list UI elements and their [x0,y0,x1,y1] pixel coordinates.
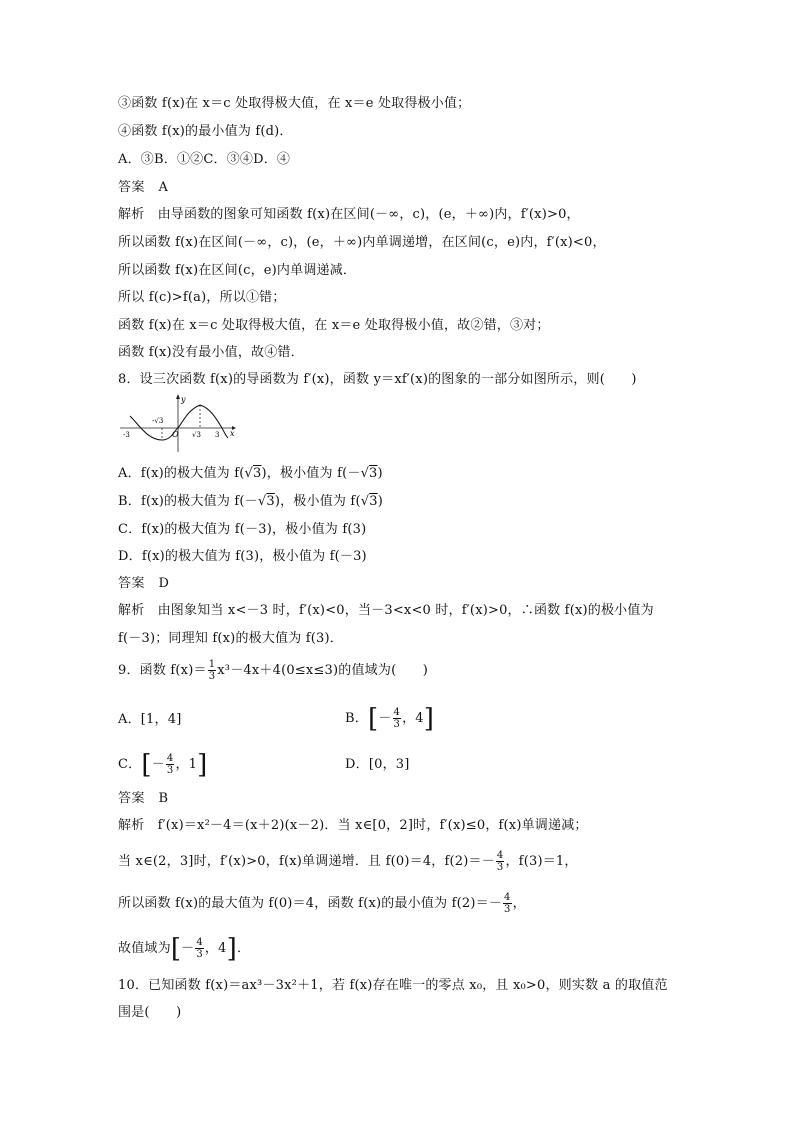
label-pos3: 3 [215,431,220,439]
question-8-stem: 8．设三次函数 f(x)的导函数为 f′(x)，函数 y＝xf′(x)的图象的一部分如图所示，则( ) [118,372,637,387]
analysis-q9-line4: 故值域为[－ $\frac{4}{3}$ ，4]． [118,933,251,964]
analysis-q7-line4: 所以 f(c)>f(a)，所以①错； [118,290,286,305]
fraction-one-third: $\frac{1}{3}$ [208,659,216,682]
y-axis-arrow [176,394,180,399]
analysis-q9-line2: 当 x∈(2，3]时，f′(x)>0，f(x)单调递增．且 f(0)＝4，f(2)＝－ $\frac{4}{3}$ ，f(3)＝1， [118,850,578,873]
curve [130,405,228,440]
analysis-q9-line1: 解析 f′(x)＝x²－4＝(x＋2)(x－2)．当 x∈[0，2]时，f′(x)≤0，f(x)单调递减； [118,818,588,833]
label-neg3: -3 [123,431,130,439]
q9-option-b: B．[－ $\frac{4}{3}$ ，4] [345,703,435,734]
question-10-stem-line1: 10．已知函数 f(x)＝ax³－3x²＋1，若 f(x)存在唯一的零点 x₀，且 x₀>0，则实数 a 的取值范 [118,978,668,993]
label-origin: O [172,430,179,439]
analysis-q7-line2: 所以函数 f(x)在区间(－∞，c)，(e，＋∞)内单调递增，在区间(c，e)内，f′(x)<0， [118,235,606,250]
analysis-q7-line6: 函数 f(x)没有最小值，故④错． [118,345,304,360]
analysis-q7-line3: 所以函数 f(x)在区间(c，e)内单调递减． [118,263,357,278]
analysis-q7-line1: 解析 由导函数的图象可知函数 f(x)在区间(－∞，c)，(e，＋∞)内，f′(x)>0， [118,207,580,222]
answer-q9: 答案 B [118,791,169,806]
statement-3: ③函数 f(x)在 x＝c 处取得极大值，在 x＝e 处取得极小值； [118,96,471,111]
q9-option-c: C．[－ $\frac{4}{3}$ ，1] [118,749,208,780]
q8-option-c: C．f(x)的极大值为 f(－3)，极小值为 f(3) [118,522,367,537]
q8-option-a: A．f(x)的极大值为 f(√3)，极小值为 f(－√3) [118,466,383,481]
q9-option-d: D．[0，3] [345,757,410,772]
statement-4: ④函数 f(x)的最小值为 f(d)． [118,124,293,139]
answer-q8: 答案 D [118,576,170,591]
label-x: x [230,429,235,438]
options-q7: A．③B．①②C．③④D．④ [118,152,291,167]
analysis-q8-line1: 解析 由图象知当 x<－3 时，f′(x)<0，当－3<x<0 时，f′(x)>0，∴函数 f(x)的极小值为 [118,603,654,618]
question-10-stem-line2: 围是( ) [118,1005,182,1020]
answer-q7: 答案 A [118,180,169,195]
q8-option-b: B．f(x)的极大值为 f(－√3)，极小值为 f(√3) [118,494,383,509]
analysis-q9-line3: 所以函数 f(x)的最大值为 f(0)＝4，函数 f(x)的最小值为 f(2)＝－ $\frac{4}{3}$ ， [118,892,526,915]
question-9-stem: 9．函数 f(x)＝ $\frac{1}{3}$ x³－4x＋4(0≤x≤3)的值域为( ) [118,659,429,682]
analysis-q8-line2: f(－3)；同理知 f(x)的极大值为 f(3)． [118,631,344,646]
label-neg-root3: -√3 [152,417,164,425]
label-root3: √3 [192,431,201,439]
q8-option-d: D．f(x)的极大值为 f(3)，极小值为 f(－3) [118,549,367,564]
analysis-q7-line5: 函数 f(x)在 x＝c 处取得极大值，在 x＝e 处取得极小值，故②错，③对； [118,318,550,333]
q9-option-a: A．[1，4] [118,712,182,727]
label-y: y [181,395,186,404]
q8-graph [118,392,238,454]
